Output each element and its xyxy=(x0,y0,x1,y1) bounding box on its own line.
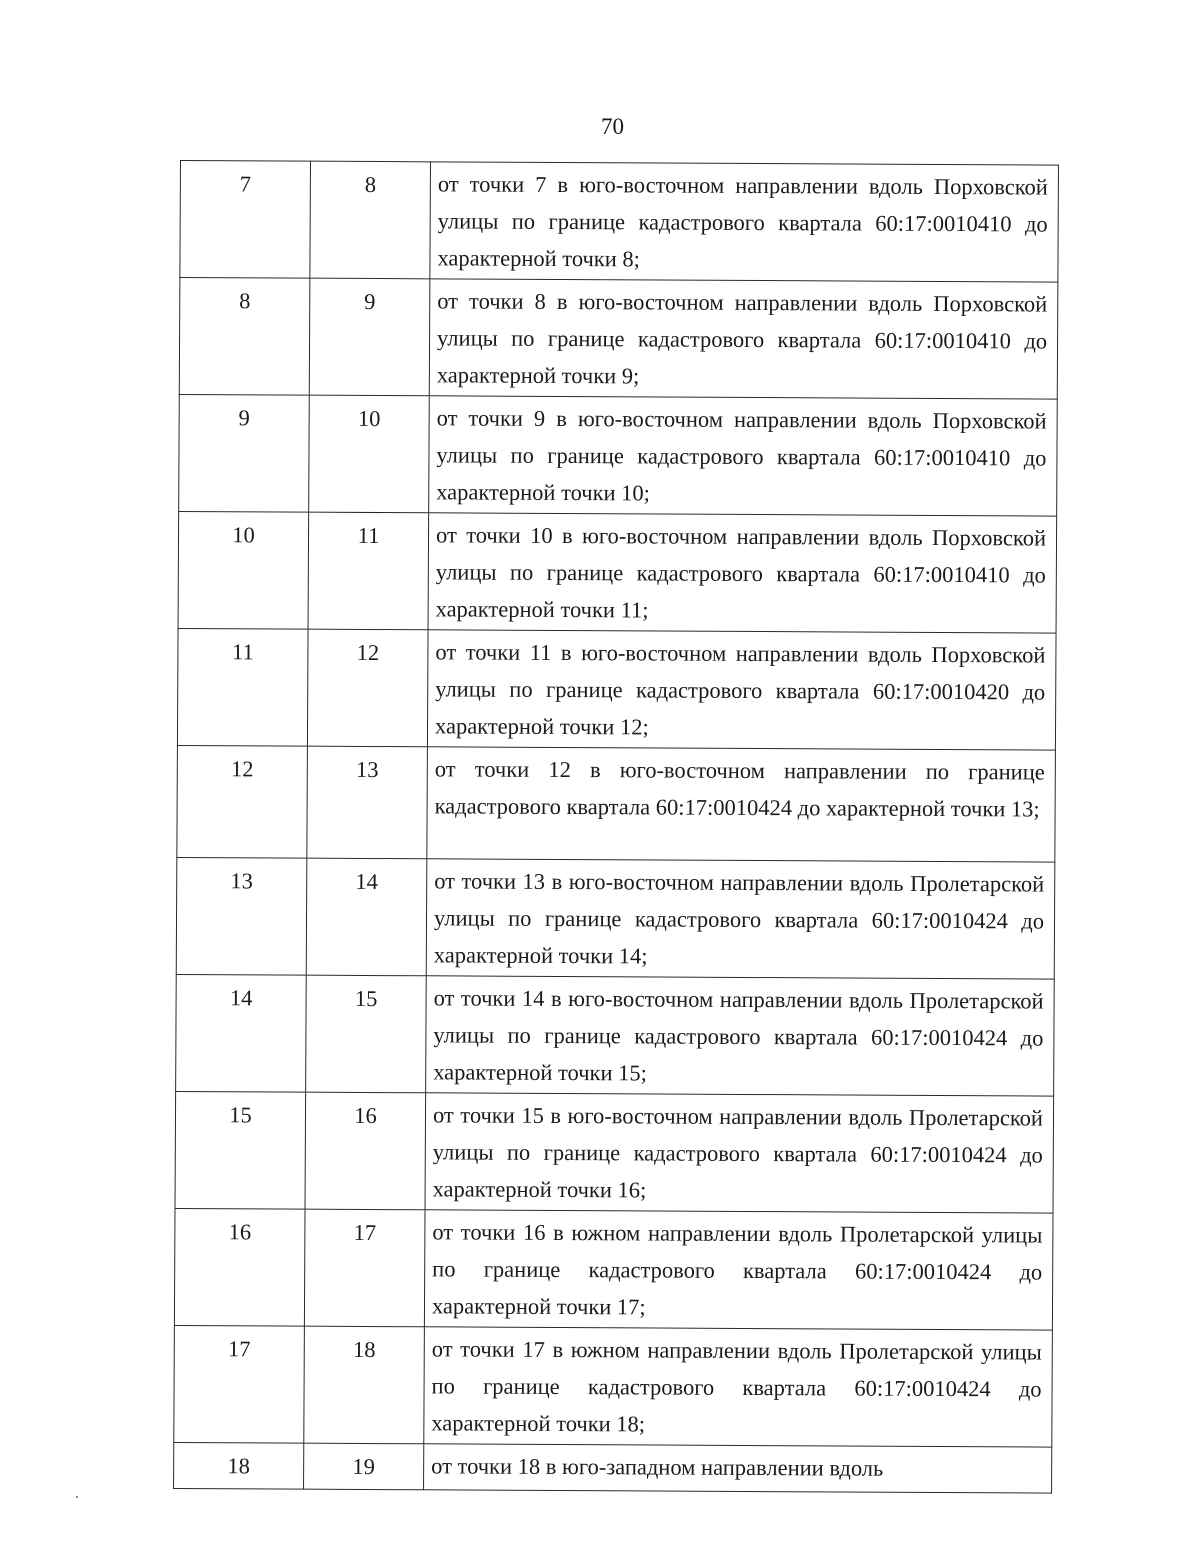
table-row xyxy=(178,511,1057,633)
from-point-cell: 14 xyxy=(176,974,307,1092)
table-row xyxy=(177,628,1056,750)
to-point-cell: 18 xyxy=(304,1326,425,1444)
table-row xyxy=(174,1325,1053,1447)
description-cell: от точки 13 в юго-восточном направлении вдоль Пролетарской улицы по границе кадастрового квартала 60:17:0010424 до характерной точки 14; xyxy=(426,859,1055,979)
description-cell: от точки 12 в юго-восточном направлении по границе кадастрового квартала 60:17:0010424 до характерной точки 13; xyxy=(427,747,1056,862)
description-cell: от точки 10 в юго-восточном направлении вдоль Порховской улицы по границе кадастрового квартала 60:17:0010410 до характерной точки 11; xyxy=(428,513,1057,633)
page-number: 70 xyxy=(601,114,624,139)
description-cell: от точки 9 в юго-восточном направлении вдоль Порховской улицы по границе кадастрового квартала 60:17:0010410 до характерной точки 10; xyxy=(429,396,1058,516)
to-point-cell: 19 xyxy=(304,1443,424,1490)
table-row xyxy=(179,394,1058,516)
description-cell: от точки 7 в юго-восточном направлении вдоль Порховской улицы по границе кадастрового квартала 60:17:0010410 до характерной точки 8; xyxy=(430,162,1059,282)
to-point-cell: 12 xyxy=(307,629,428,747)
boundary-description-table xyxy=(173,160,1059,1494)
to-point-cell: 14 xyxy=(306,858,427,976)
description-cell: от точки 8 в юго-восточном направлении вдоль Порховской улицы по границе кадастрового квартала 60:17:0010410 до характерной точки 9; xyxy=(429,279,1058,399)
table-row xyxy=(174,1442,1052,1493)
from-point-cell: 16 xyxy=(174,1208,305,1326)
from-point-cell: 13 xyxy=(176,857,307,975)
from-point-cell: 18 xyxy=(174,1442,304,1489)
from-point-cell: 7 xyxy=(180,161,311,279)
table-row xyxy=(174,1208,1053,1330)
to-point-cell: 13 xyxy=(307,746,428,859)
to-point-cell: 9 xyxy=(309,278,430,396)
from-point-cell: 9 xyxy=(179,394,310,512)
table-row xyxy=(177,745,1056,862)
to-point-cell: 10 xyxy=(309,395,430,513)
from-point-cell: 12 xyxy=(177,745,308,858)
from-point-cell: 8 xyxy=(179,278,310,396)
description-cell: от точки 14 в юго-восточном направлении вдоль Пролетарской улицы по границе кадастрового квартала 60:17:0010424 до характерной точки 15; xyxy=(426,976,1055,1096)
from-point-cell: 17 xyxy=(174,1325,305,1443)
boundary-table-wrapper xyxy=(173,160,1058,1494)
from-point-cell: 10 xyxy=(178,511,309,629)
table-row xyxy=(176,974,1055,1096)
description-cell: от точки 11 в юго-восточном направлении вдоль Порховской улицы по границе кадастрового квартала 60:17:0010420 до характерной точки 12; xyxy=(427,630,1056,750)
table-row xyxy=(176,857,1055,979)
to-point-cell: 15 xyxy=(306,975,427,1093)
description-cell: от точки 18 в юго-западном направлении вдоль xyxy=(424,1444,1052,1493)
to-point-cell: 8 xyxy=(310,161,431,279)
to-point-cell: 17 xyxy=(304,1209,425,1327)
scan-speck xyxy=(76,1496,78,1498)
table-row xyxy=(179,278,1058,400)
from-point-cell: 11 xyxy=(177,628,308,746)
description-cell: от точки 16 в южном направлении вдоль Пролетарской улицы по границе кадастрового квартала 60:17:0010424 до характерной точки 17; xyxy=(424,1210,1053,1330)
from-point-cell: 15 xyxy=(175,1091,306,1209)
to-point-cell: 16 xyxy=(305,1092,426,1210)
table-row xyxy=(180,161,1059,283)
description-cell: от точки 17 в южном направлении вдоль Пролетарской улицы по границе кадастрового квартала 60:17:0010424 до характерной точки 18; xyxy=(424,1327,1053,1447)
description-cell: от точки 15 в юго-восточном направлении вдоль Пролетарской улицы по границе кадастрового квартала 60:17:0010424 до характерной точки 16; xyxy=(425,1093,1054,1213)
to-point-cell: 11 xyxy=(308,512,429,630)
table-row xyxy=(175,1091,1054,1213)
